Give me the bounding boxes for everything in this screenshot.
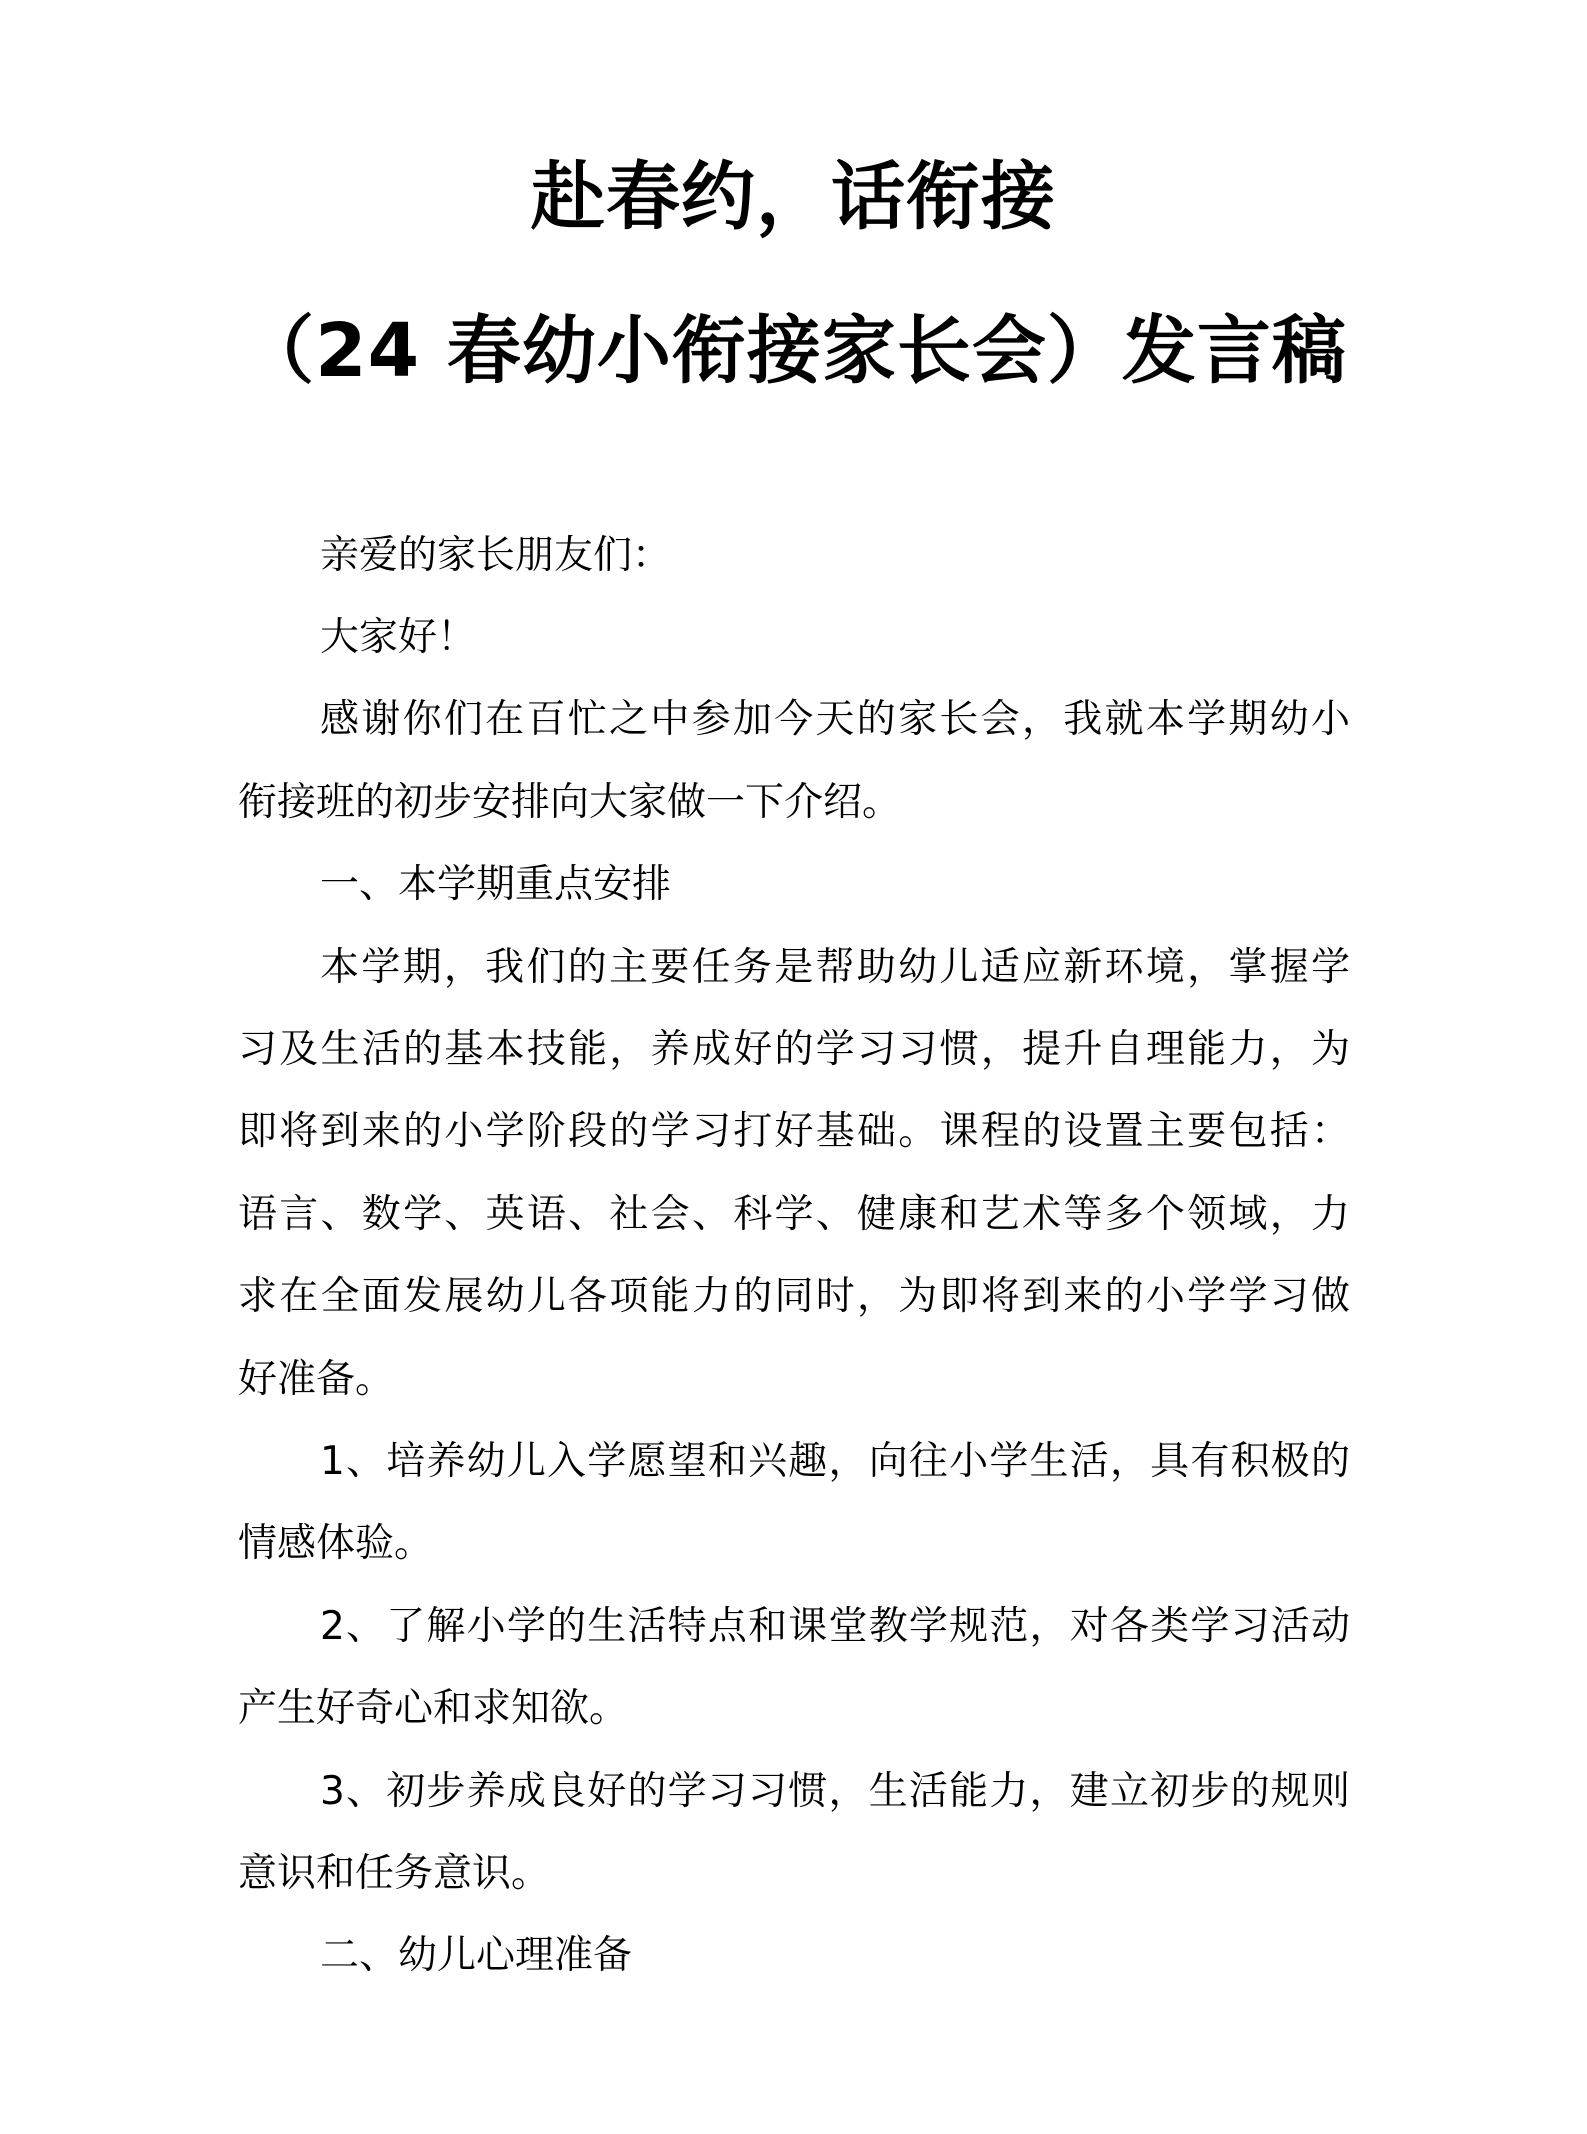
section-heading-1: 一、本学期重点安排 bbox=[320, 862, 672, 907]
paragraph-intro-line: 衔接班的初步安排向大家做一下介绍。 bbox=[238, 780, 902, 825]
paragraph-semester-line: 语言、数学、英语、社会、科学、健康和艺术等多个领域，力 bbox=[238, 1192, 1350, 1237]
list-item-3-cont: 意识和任务意识。 bbox=[238, 1851, 551, 1896]
list-item-2: 2、了解小学的生活特点和课堂教学规范，对各类学习活动 bbox=[320, 1604, 1350, 1649]
list-item-1-cont: 情感体验。 bbox=[238, 1521, 434, 1566]
document-title-line1: 赴春约，话衔接 bbox=[531, 154, 1056, 240]
paragraph-semester-line: 即将到来的小学阶段的学习打好基础。课程的设置主要包括： bbox=[238, 1109, 1350, 1154]
paragraph-semester-line: 好准备。 bbox=[238, 1357, 395, 1402]
paragraph-intro-line: 感谢你们在百忙之中参加今天的家长会，我就本学期幼小 bbox=[320, 697, 1350, 742]
paragraph-semester-line: 本学期，我们的主要任务是帮助幼儿适应新环境，掌握学 bbox=[320, 945, 1350, 990]
salutation: 亲爱的家长朋友们： bbox=[320, 533, 672, 578]
list-item-2-cont: 产生好奇心和求知欲。 bbox=[238, 1686, 629, 1731]
section-heading-2: 二、幼儿心理准备 bbox=[320, 1933, 633, 1978]
paragraph-semester-line: 习及生活的基本技能，养成好的学习习惯，提升自理能力，为 bbox=[238, 1027, 1350, 1072]
list-item-1: 1、培养幼儿入学愿望和兴趣，向往小学生活，具有积极的 bbox=[320, 1439, 1350, 1484]
document-title-line2: （24 春幼小衔接家长会）发言稿 bbox=[240, 308, 1347, 394]
list-item-3: 3、初步养成良好的学习习惯，生活能力，建立初步的规则 bbox=[320, 1769, 1350, 1814]
greeting: 大家好！ bbox=[320, 615, 477, 660]
paragraph-semester-line: 求在全面发展幼儿各项能力的同时，为即将到来的小学学习做 bbox=[238, 1274, 1350, 1319]
